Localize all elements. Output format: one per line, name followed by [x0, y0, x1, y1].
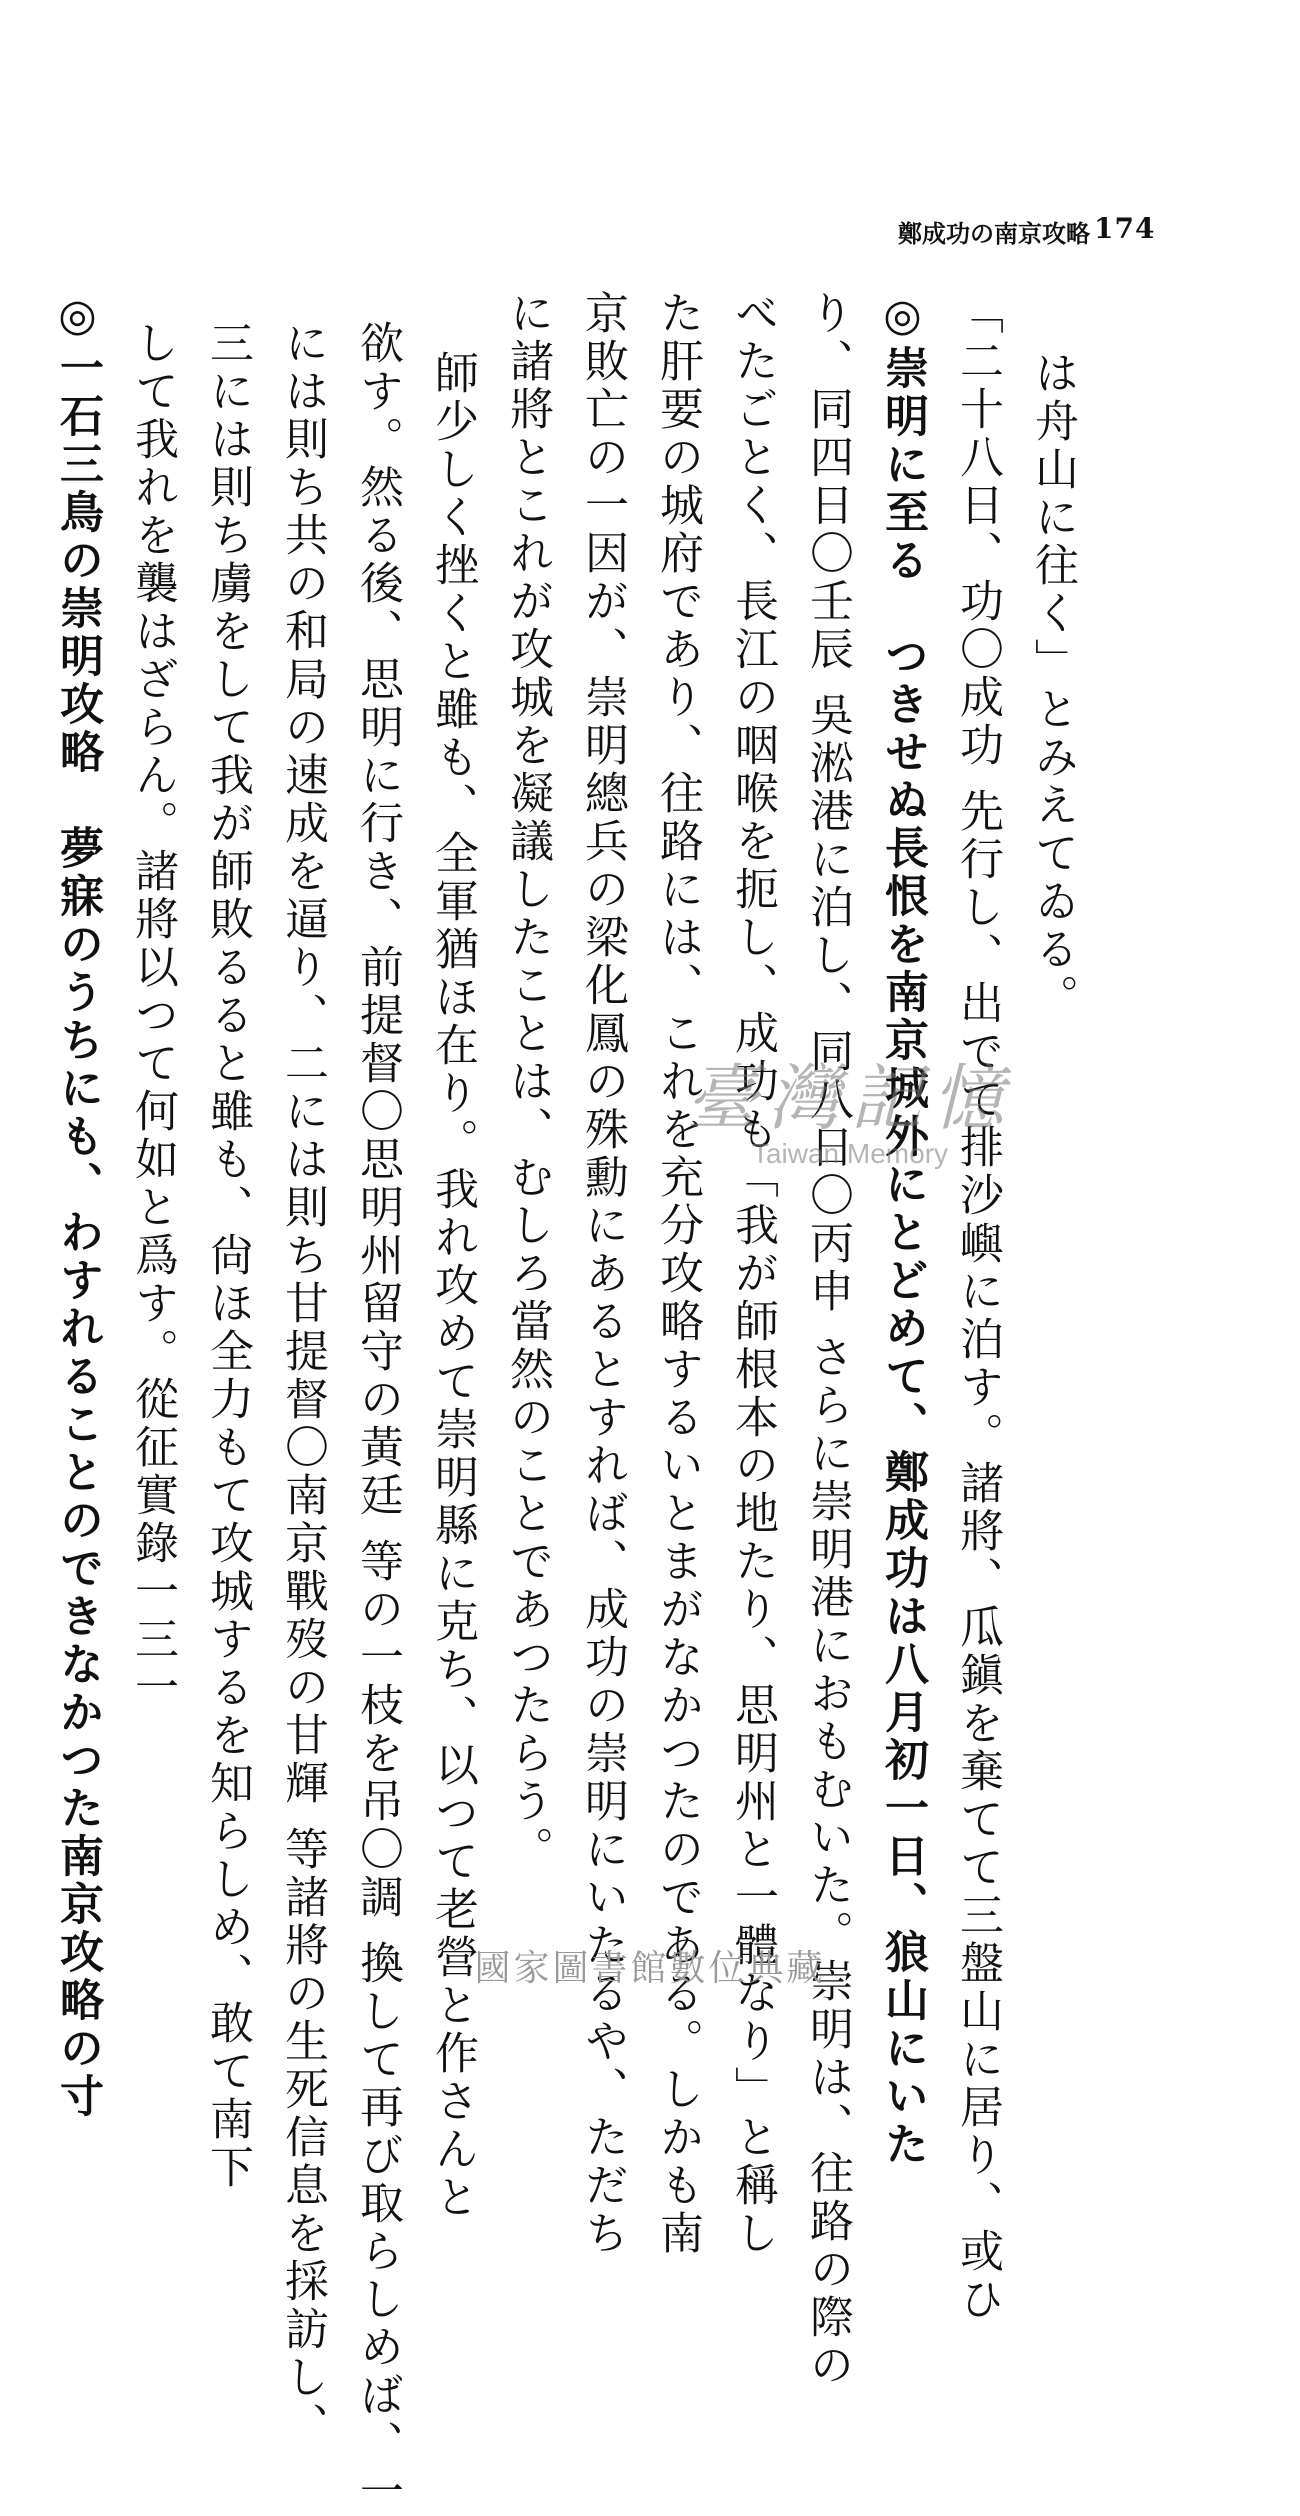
- watermark-text-cn: 臺灣記憶: [685, 1056, 1014, 1140]
- watermark-text-en: Taiwan Memory: [751, 1138, 949, 1169]
- running-head: 鄭成功の南京攻略: [898, 220, 1090, 248]
- archive-stamp: 國家圖書館數位典藏: [474, 1948, 826, 1989]
- text-line: は舟山に往く」とみえてゐる。: [1027, 350, 1078, 1022]
- text-line: た肝要の城府であり、往路には、これを充分攻略するいとまがなかつたのである。しかも南: [652, 290, 703, 2258]
- quote-line: 三には則ち虜をして我が師敗るると雖も、尙ほ全力もて攻城するを知らしめ、敢て南下: [202, 320, 253, 2192]
- text-line: に諸將とこれが攻城を凝議したことは、むしろ當然のことであつたらう。: [502, 290, 553, 1874]
- text-line: 京敗亡の一因が、崇明總兵の梁化鳳の殊勳にあるとすれば、成功の崇明にいたるや、ただち: [577, 290, 628, 2258]
- section-heading-line: ◎一石三鳥の崇明攻略 夢寐のうちにも、わすれることのできなかつた南京攻略の寸: [52, 290, 103, 2121]
- quote-line: には則ち共の和局の速成を逼り、二には則ち甘提督〇南京戰歿の甘輝 等諸將の生死信息を採訪し、: [277, 320, 328, 2450]
- quote-line: して我れを襲はざらん。諸將以つて何如と爲す。從征實錄一三一: [127, 320, 178, 1712]
- text-line: 「二十八日、功〇成功 先行し、出でて排沙嶼に泊す。諸將、瓜鎭を棄てて三盤山に居り、或ひ: [952, 290, 1003, 2324]
- page-number: 174: [1094, 212, 1156, 245]
- text-line: べたごとく、長江の咽喉を扼し、成功も「我が師根本の地たり、思明州と一體なり」と稱し: [727, 290, 778, 2258]
- quote-line: 欲す。然る後、思明に行き、前提督〇思明州留守の黃廷 等の一枝を吊〇調 換して再び取らしめば、一: [352, 320, 403, 2516]
- text-line: り、同四日〇壬辰 吳淞港に泊し、同八日〇丙申 さらに崇明港におもむいた。崇明は、往路の際の: [802, 290, 853, 2390]
- quote-line: 師少しく挫くと雖も、全軍猶ほ在り。我れ攻めて崇明縣に克ち、以つて老營と作さんと: [427, 350, 478, 2222]
- section-heading-line: ◎崇明に至る つきせぬ長恨を南京城外にとどめて、鄭成功は八月初一日、狼山にいた: [877, 290, 928, 2169]
